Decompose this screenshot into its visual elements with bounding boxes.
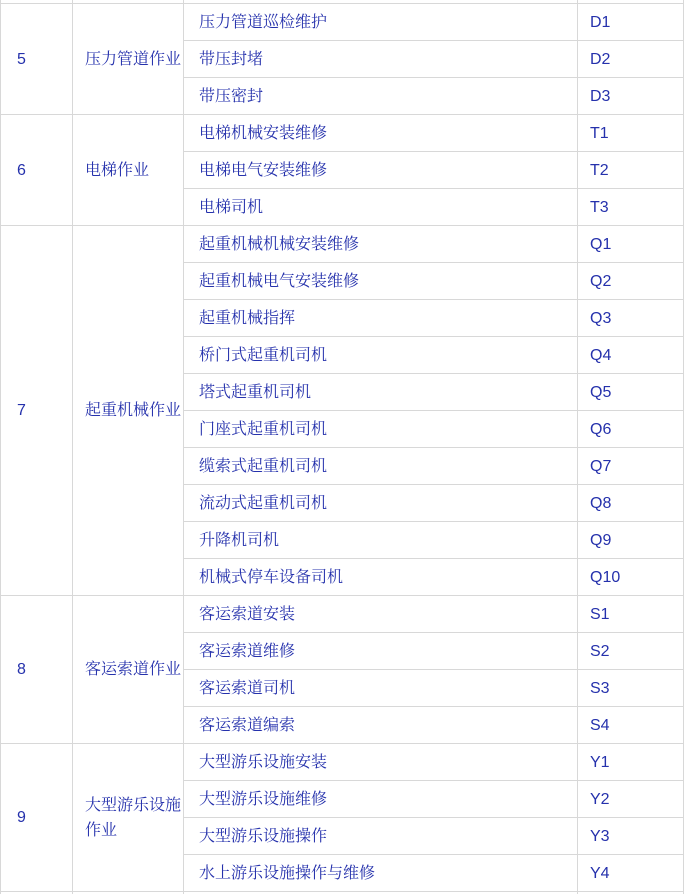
section-category-cell: 压力管道作业: [73, 4, 184, 115]
section-number-cell: 6: [1, 115, 73, 226]
table-row: [1, 596, 684, 633]
item-code-cell: Q8: [578, 485, 684, 522]
item-code-cell: Q10: [578, 559, 684, 596]
item-code-cell: D3: [578, 78, 684, 115]
item-name-cell: 电梯电气安装维修: [184, 152, 578, 189]
item-name-cell: 带压封堵: [184, 41, 578, 78]
item-code-cell: Q3: [578, 300, 684, 337]
item-name-cell: 电梯司机: [184, 189, 578, 226]
item-name-cell: 电梯机械安装维修: [184, 115, 578, 152]
item-name-cell: 流动式起重机司机: [184, 485, 578, 522]
item-code-cell: T2: [578, 152, 684, 189]
item-name-cell: 起重机械指挥: [184, 300, 578, 337]
table-row: [1, 744, 684, 781]
section-category-cell: 客运索道作业: [73, 596, 184, 744]
item-code-cell: Q6: [578, 411, 684, 448]
item-code-cell: T1: [578, 115, 684, 152]
item-name-cell: 带压密封: [184, 78, 578, 115]
item-name-cell: 升降机司机: [184, 522, 578, 559]
item-code-cell: Y4: [578, 855, 684, 892]
item-code-cell: S3: [578, 670, 684, 707]
item-code-cell: Q5: [578, 374, 684, 411]
section-number-cell: 9: [1, 744, 73, 892]
item-code-cell: Q4: [578, 337, 684, 374]
item-name-cell: 客运索道维修: [184, 633, 578, 670]
item-code-cell: Y1: [578, 744, 684, 781]
table-row: [1, 4, 684, 41]
item-code-cell: Q9: [578, 522, 684, 559]
section-category-cell: 电梯作业: [73, 115, 184, 226]
section-category-cell: 起重机械作业: [73, 226, 184, 596]
item-name-cell: 起重机械电气安装维修: [184, 263, 578, 300]
item-name-cell: 塔式起重机司机: [184, 374, 578, 411]
item-name-cell: 起重机械机械安装维修: [184, 226, 578, 263]
equipment-table-body: [1, 0, 684, 894]
item-code-cell: Q7: [578, 448, 684, 485]
item-name-cell: 大型游乐设施维修: [184, 781, 578, 818]
item-code-cell: Y2: [578, 781, 684, 818]
section-number-cell: 5: [1, 4, 73, 115]
item-name-cell: 客运索道编索: [184, 707, 578, 744]
item-code-cell: S4: [578, 707, 684, 744]
item-name-cell: 大型游乐设施操作: [184, 818, 578, 855]
item-name-cell: 客运索道司机: [184, 670, 578, 707]
item-code-cell: D1: [578, 4, 684, 41]
item-name-cell: 门座式起重机司机: [184, 411, 578, 448]
table-row: [1, 115, 684, 152]
section-number-cell: 8: [1, 596, 73, 744]
item-name-cell: 缆索式起重机司机: [184, 448, 578, 485]
item-code-cell: D2: [578, 41, 684, 78]
table-row: [1, 226, 684, 263]
item-name-cell: 压力管道巡检维护: [184, 4, 578, 41]
item-code-cell: Y3: [578, 818, 684, 855]
item-code-cell: Q1: [578, 226, 684, 263]
item-code-cell: S1: [578, 596, 684, 633]
item-name-cell: 水上游乐设施操作与维修: [184, 855, 578, 892]
item-name-cell: 桥门式起重机司机: [184, 337, 578, 374]
item-name-cell: 客运索道安装: [184, 596, 578, 633]
item-name-cell: 大型游乐设施安装: [184, 744, 578, 781]
section-category-cell: 大型游乐设施作业: [73, 744, 184, 892]
item-code-cell: Q2: [578, 263, 684, 300]
item-name-cell: 机械式停车设备司机: [184, 559, 578, 596]
item-code-cell: T3: [578, 189, 684, 226]
item-code-cell: S2: [578, 633, 684, 670]
section-number-cell: 7: [1, 226, 73, 596]
